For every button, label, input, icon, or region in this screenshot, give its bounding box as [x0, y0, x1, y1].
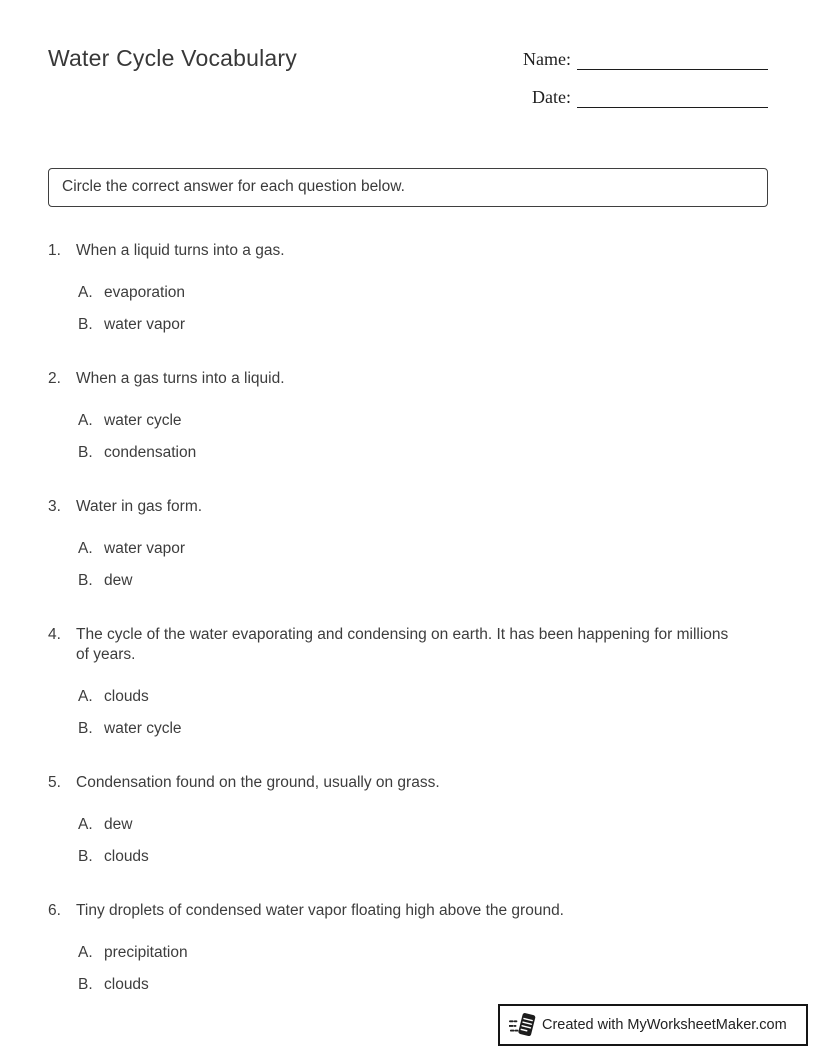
answer-option[interactable] [78, 571, 768, 591]
name-field-row [519, 46, 768, 70]
option-group [78, 411, 768, 463]
option-letter: B. [78, 444, 93, 461]
answer-option[interactable] [78, 315, 768, 335]
question-row [48, 241, 768, 261]
credit-badge [498, 1004, 808, 1046]
answer-option[interactable] [78, 719, 768, 739]
option-group [78, 687, 768, 739]
question-row [48, 497, 768, 517]
option-text: precipitation [104, 944, 188, 961]
question-item-1 [48, 241, 768, 335]
credit-text: Created with MyWorksheetMaker.com [542, 1017, 787, 1033]
date-field-row [519, 84, 768, 108]
option-letter: B. [78, 976, 93, 993]
option-text: clouds [104, 848, 149, 865]
question-item-6 [48, 901, 768, 995]
date-input-line[interactable] [577, 86, 768, 108]
worksheet-header [48, 44, 768, 122]
option-letter: A. [78, 284, 93, 301]
option-text: evaporation [104, 284, 186, 301]
option-text: water vapor [104, 316, 185, 333]
question-item-3 [48, 497, 768, 591]
page-title: Water Cycle Vocabulary [48, 45, 297, 71]
answer-option[interactable] [78, 443, 768, 463]
option-letter: B. [78, 848, 93, 865]
date-label: Date: [532, 87, 571, 107]
option-letter: A. [78, 688, 93, 705]
option-letter: B. [78, 572, 93, 589]
question-text: Tiny droplets of condensed water vapor floating high above the ground. [76, 902, 564, 919]
question-item-5 [48, 773, 768, 867]
name-label: Name: [523, 49, 571, 69]
answer-option[interactable] [78, 847, 768, 867]
question-item-4 [48, 625, 768, 739]
question-text: The cycle of the water evaporating and condensing on earth. It has been happening for millions of years. [76, 626, 729, 663]
flying-worksheet-icon [509, 1010, 537, 1040]
answer-option[interactable] [78, 687, 768, 707]
option-text: water vapor [104, 540, 185, 557]
answer-option[interactable] [78, 539, 768, 559]
option-text: condensation [104, 444, 197, 461]
question-item-2 [48, 369, 768, 463]
option-letter: A. [78, 412, 93, 429]
option-letter: A. [78, 944, 93, 961]
answer-option[interactable] [78, 943, 768, 963]
question-number: 5. [48, 774, 61, 791]
option-text: clouds [104, 688, 149, 705]
question-row [48, 773, 768, 793]
question-number: 2. [48, 370, 61, 387]
option-group [78, 539, 768, 591]
question-text: When a liquid turns into a gas. [76, 242, 285, 259]
answer-option[interactable] [78, 283, 768, 303]
name-input-line[interactable] [577, 48, 768, 70]
name-date-fields [519, 44, 768, 122]
option-group [78, 815, 768, 867]
question-row [48, 625, 768, 665]
question-number: 1. [48, 242, 61, 259]
question-text: When a gas turns into a liquid. [76, 370, 285, 387]
question-number: 6. [48, 902, 61, 919]
question-text: Condensation found on the ground, usually on grass. [76, 774, 440, 791]
option-letter: A. [78, 816, 93, 833]
instructions-text: Circle the correct answer for each question below. [62, 178, 405, 195]
option-letter: A. [78, 540, 93, 557]
option-text: dew [104, 816, 133, 833]
question-row [48, 369, 768, 389]
option-letter: B. [78, 720, 93, 737]
option-text: water cycle [104, 720, 182, 737]
answer-option[interactable] [78, 815, 768, 835]
question-number: 4. [48, 626, 61, 643]
question-list [48, 241, 768, 995]
option-text: clouds [104, 976, 149, 993]
option-text: water cycle [104, 412, 182, 429]
option-letter: B. [78, 316, 93, 333]
question-text: Water in gas form. [76, 498, 203, 515]
option-group [78, 943, 768, 995]
question-number: 3. [48, 498, 61, 515]
instructions-box [48, 168, 768, 207]
option-text: dew [104, 572, 133, 589]
option-group [78, 283, 768, 335]
answer-option[interactable] [78, 975, 768, 995]
question-row [48, 901, 768, 921]
answer-option[interactable] [78, 411, 768, 431]
